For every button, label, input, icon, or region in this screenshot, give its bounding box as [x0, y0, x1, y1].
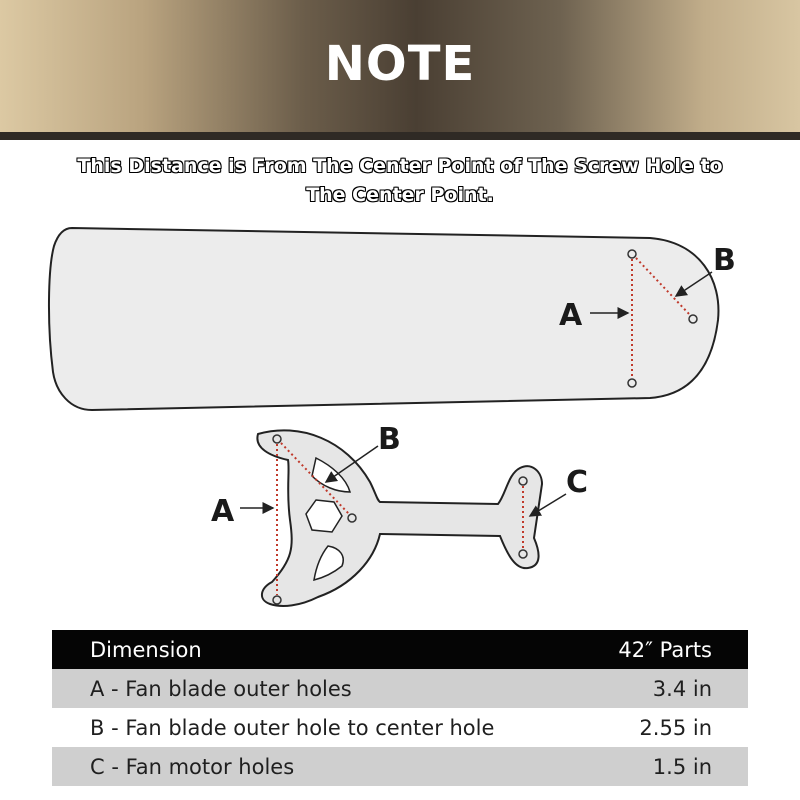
table-row [52, 747, 748, 786]
blade-label-b: B [713, 243, 736, 278]
row-dimension-value: 3.4 in [652, 677, 712, 701]
row-dimension-label: B - Fan blade outer hole to center hole [90, 716, 495, 740]
note-line-1: This Distance is From The Center Point of The Screw Hole to [77, 155, 723, 177]
row-dimension-value: 1.5 in [652, 755, 712, 779]
bracket-label-b: B [378, 422, 401, 457]
row-dimension-label: C - Fan motor holes [90, 755, 295, 779]
dimension-table [52, 630, 748, 786]
table-row [52, 669, 748, 708]
blade-label-a: A [559, 298, 583, 333]
column-header-parts: 42″ Parts [618, 638, 712, 662]
fan-blade-outline [49, 228, 718, 410]
table-header-row [52, 630, 748, 669]
page-title: NOTE [324, 36, 476, 92]
motor-bracket [211, 422, 588, 606]
row-dimension-label: A - Fan blade outer holes [90, 677, 352, 701]
bracket-label-c: C [566, 465, 589, 500]
fan-blade [49, 228, 736, 410]
note-line-2: The Center Point. [306, 184, 494, 206]
bracket-label-a: A [211, 494, 235, 529]
column-header-dimension: Dimension [90, 638, 202, 662]
table-row [52, 708, 748, 747]
row-dimension-value: 2.55 in [639, 716, 712, 740]
